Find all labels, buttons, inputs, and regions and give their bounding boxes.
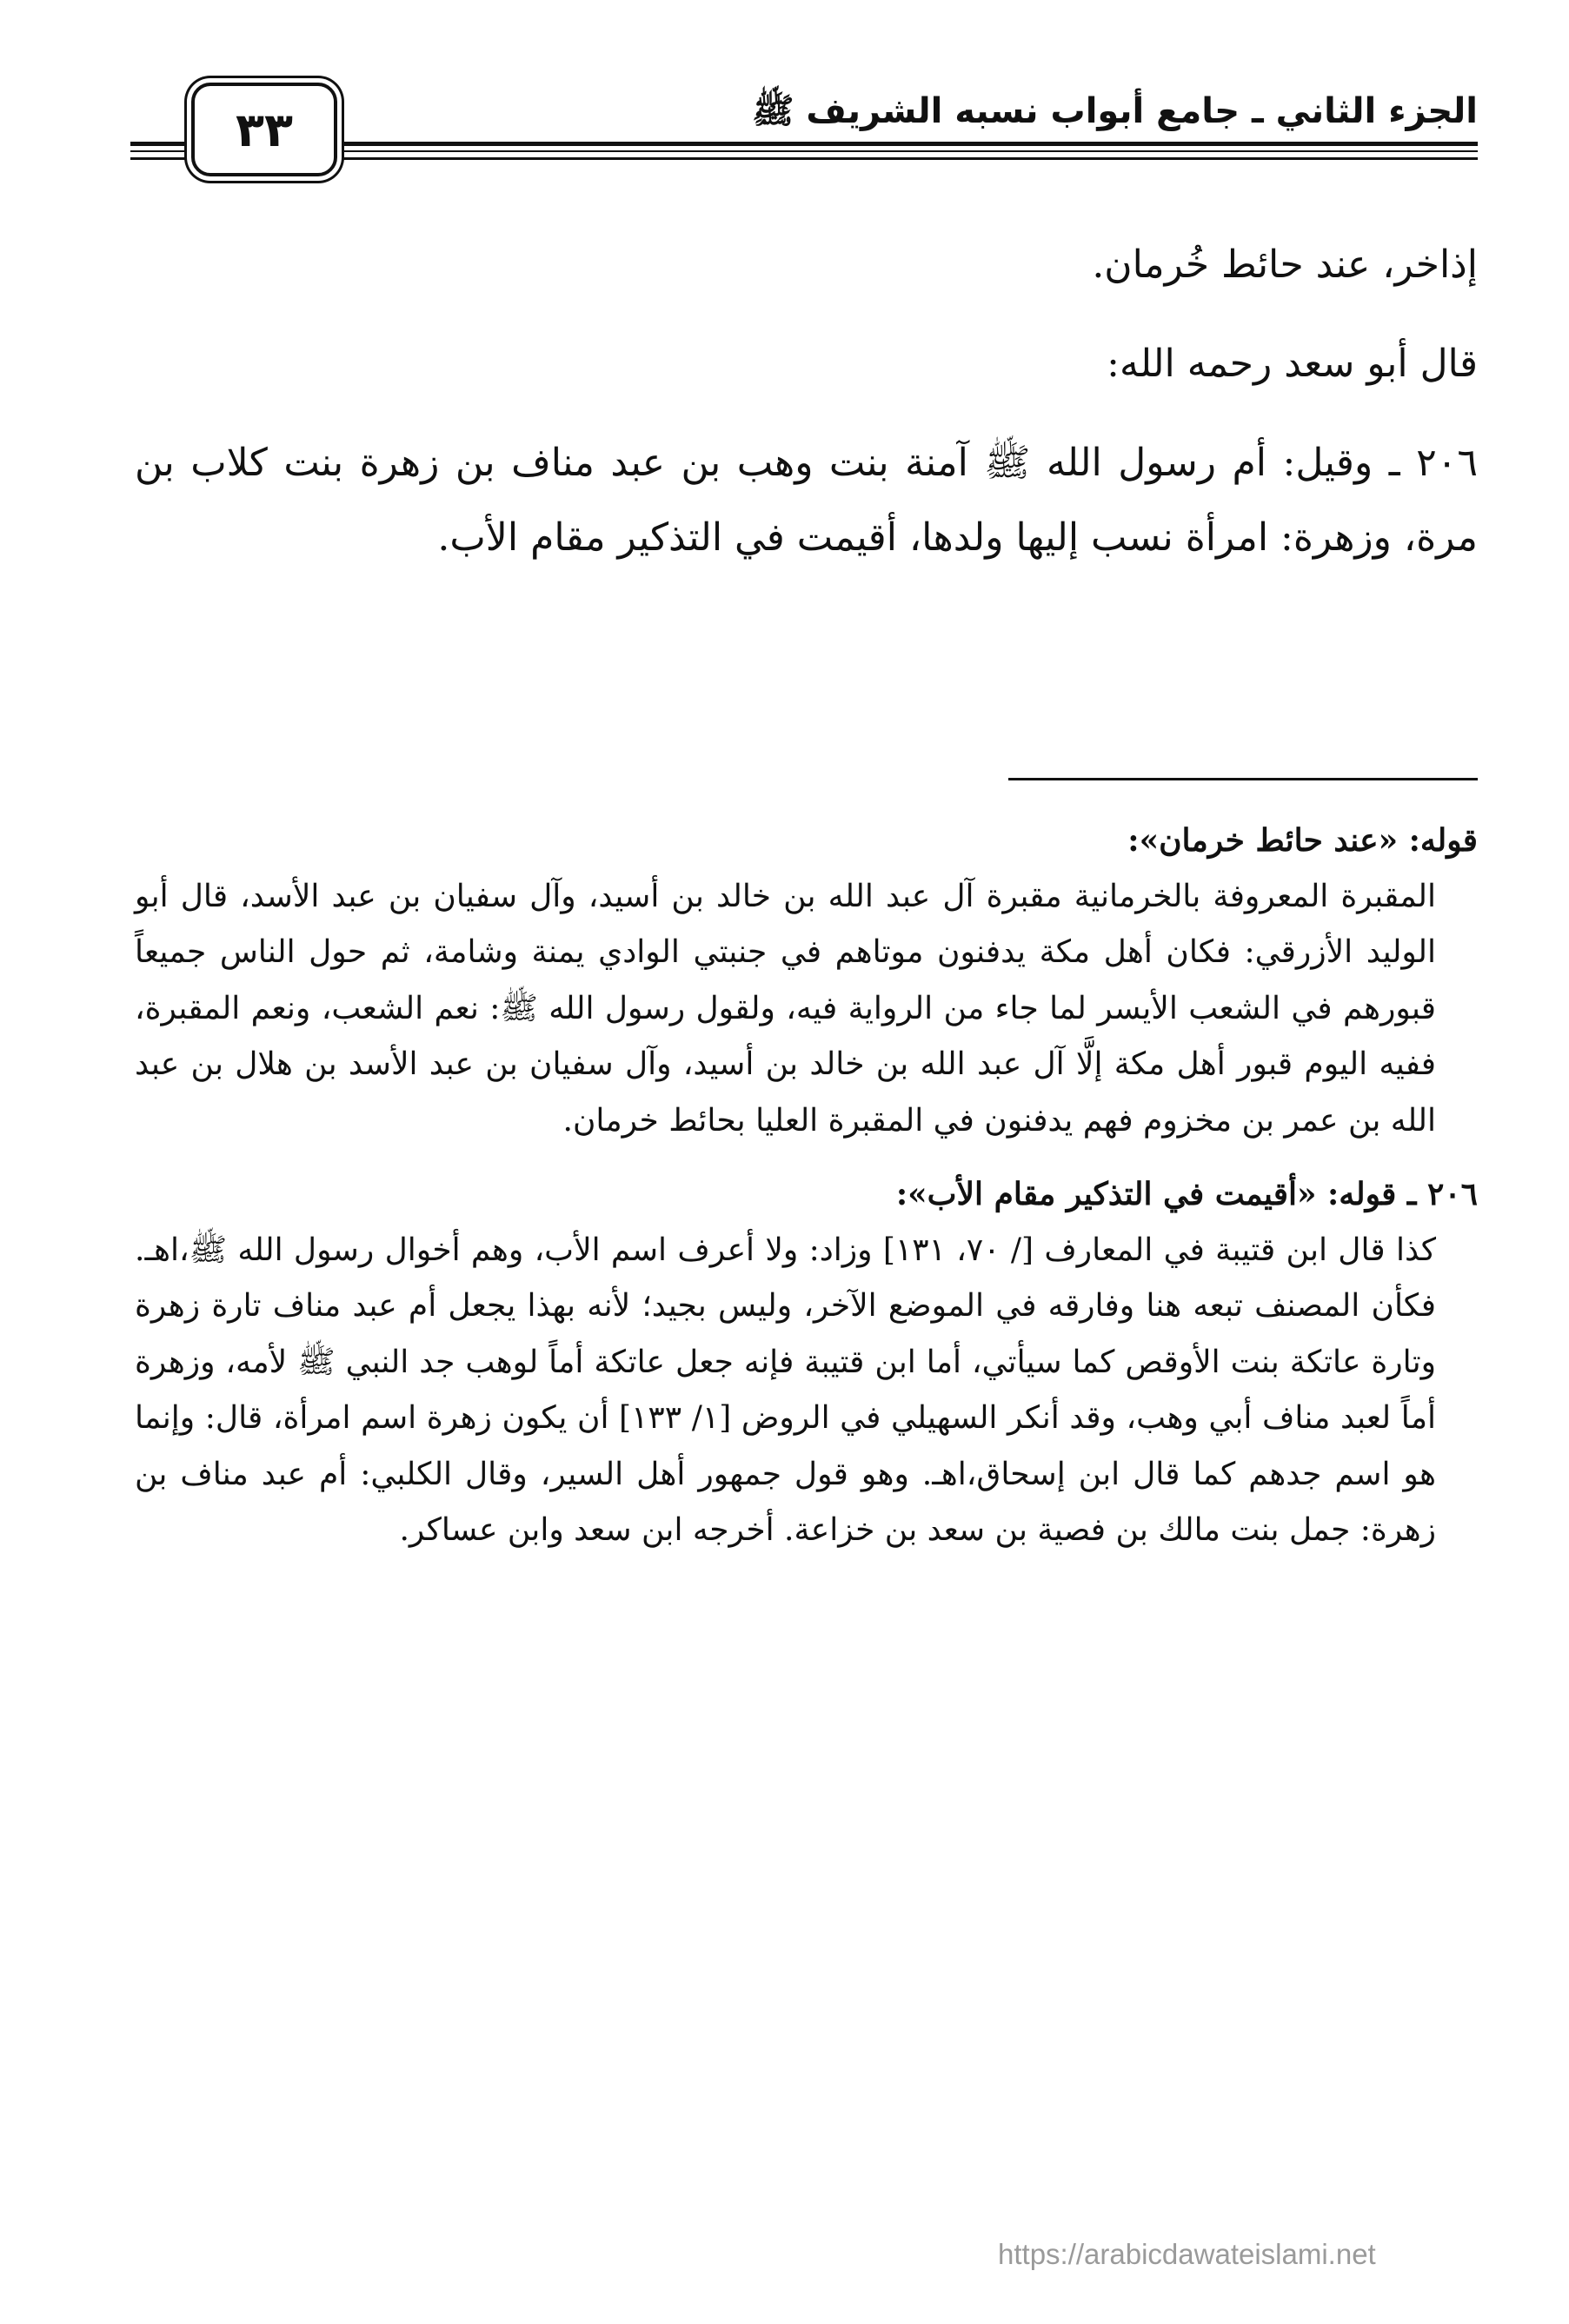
main-paragraph-206: ٢٠٦ ـ وقيل: أم رسول الله ﷺ آمنة بنت وهب بن عبد مناف بن زهرة بنت كلاب بن مرة، وزهرة: امرأة نسب إليها ولدها، أقيمت في التذكير مقام الأب.: [135, 441, 1478, 560]
note-1-heading: قوله: «عند حائط خرمان»:: [1127, 822, 1478, 859]
main-line-1: إذاخر، عند حائط خُرمان.: [1092, 242, 1478, 287]
note-gap: [135, 1149, 1478, 1166]
note-2-body: كذا قال ابن قتيبة في المعارف [/ ٧٠، ١٣١] وزاد: ولا أعرف اسم الأب، وهم أخوال رسول الله ﷺ،اهـ. فكأن المصنف تبعه هنا وفارقه في الموضع الآخر، وليس بجيد؛ لأنه بهذا يجعل أم عبد مناف تارة زهرة وتارة عاتكة بنت الأوقص كما سيأتي، أما ابن قتيبة فإنه جعل عاتكة أماً لوهب جد النبي ﷺ لأمه، وزهرة أماً لعبد مناف أبي وهب، وقد أنكر السهيلي في الروض [١/ ١٣٣] أن يكون زهرة اسم امرأة، قال: وإنما هو اسم جدهم كما قال ابن إسحاق،اهـ. وهو قول جمهور أهل السير، وقال الكلبي: أم عبد مناف بن زهرة: جمل بنت مالك بن فصية بن سعد بن خزاعة. أخرجه ابن سعد وابن عساكر.: [135, 1232, 1437, 1548]
footnote-separator: [1008, 778, 1478, 780]
main-text: [135, 228, 1478, 575]
commentary: [135, 813, 1478, 1559]
main-line-2: قال أبو سعد رحمه الله:: [1107, 342, 1478, 386]
watermark-url: https://arabicdawateislami.net: [998, 2238, 1376, 2270]
running-header: [130, 83, 1478, 187]
note-1-body: المقبرة المعروفة بالخرمانية مقبرة آل عبد الله بن خالد بن أسيد، وآل سفيان بن عبد الأسد، قال أبو الوليد الأزرقي: فكان أهل مكة يدفنون موتاهم في جنبتي الوادي يمنة وشامة، ثم حول الناس جميعاً قبورهم في الشعب الأيسر لما جاء من الرواية فيه، ولقول رسول الله ﷺ: نعم الشعب، ونعم المقبرة، ففيه اليوم قبور أهل مكة إلَّا آل عبد الله بن خالد بن أسيد، وآل سفيان بن عبد الأسد بن هلال بن عبد الله بن عمر بن مخزوم فهم يدفنون في المقبرة العليا بحائط خرمان.: [135, 878, 1437, 1139]
header-title: الجزء الثاني ـ جامع أبواب نسبه الشريف ﷺ: [752, 91, 1478, 131]
page-number: ٣٣: [191, 83, 337, 176]
note-2-heading: ٢٠٦ ـ قوله: «أقيمت في التذكير مقام الأب»:: [895, 1176, 1478, 1212]
